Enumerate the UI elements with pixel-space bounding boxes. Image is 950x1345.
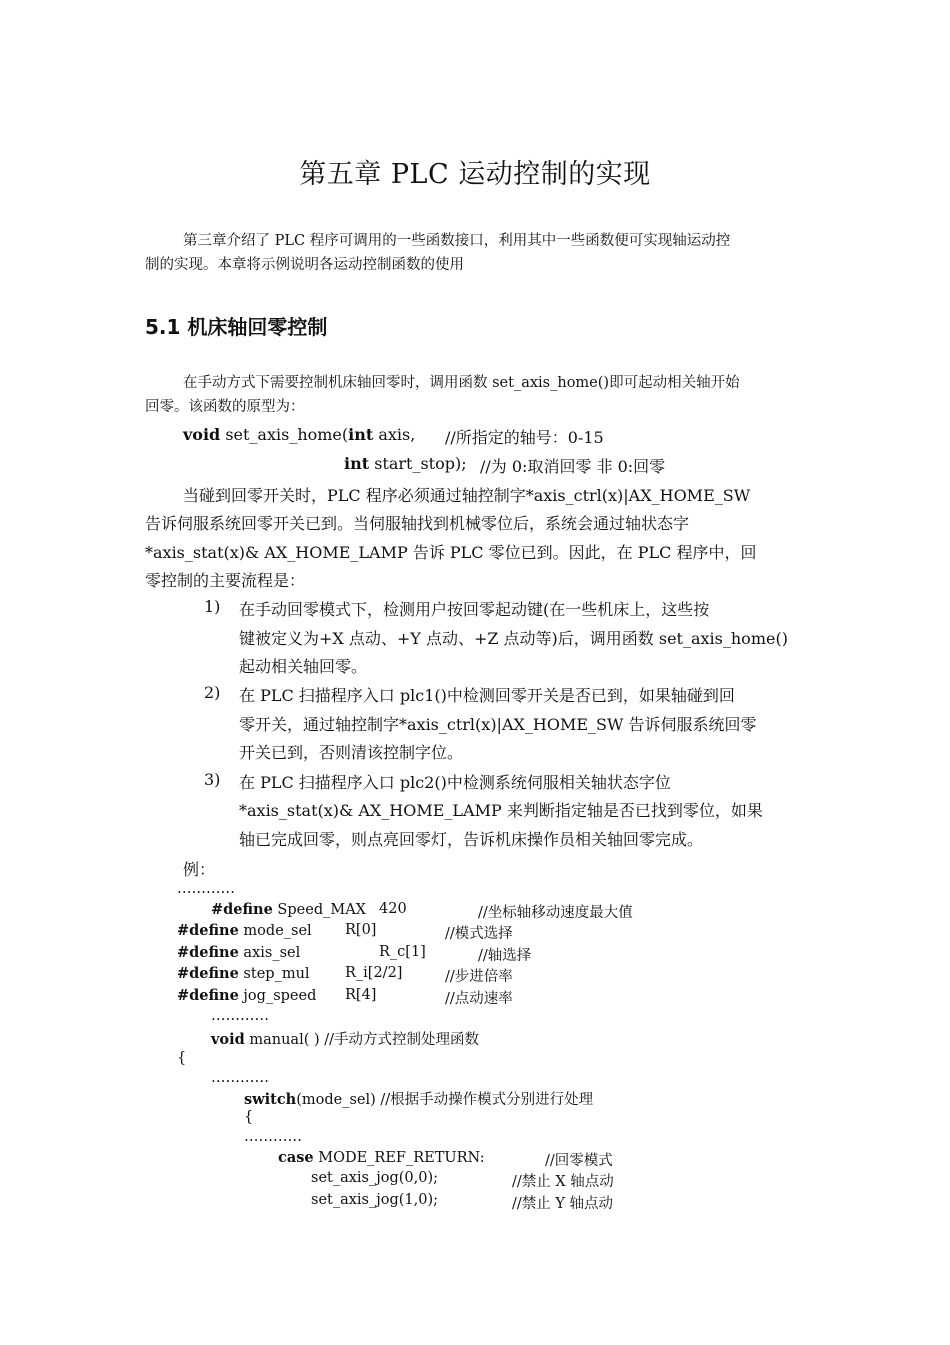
list-item-line: 起动相关轴回零。 <box>239 657 368 676</box>
paragraph-line: *axis_stat(x)& AX_HOME_LAMP 告诉 PLC 零位已到。因此，在 PLC 程序中，回 <box>145 543 757 562</box>
code-define: #define axis_sel <box>177 944 301 961</box>
code-comment: //模式选择 <box>445 926 513 942</box>
code-define: #define Speed_MAX <box>211 901 366 918</box>
code-comment: //回零模式 <box>545 1153 613 1169</box>
list-item-number: 3) <box>204 770 221 789</box>
code-define: #define jog_speed <box>177 987 317 1004</box>
list-item-line: *axis_stat(x)& AX_HOME_LAMP 来判断指定轴是否已找到零位，如果 <box>239 801 763 820</box>
list-item-line: 轴已完成回零，则点亮回零灯，告诉机床操作员相关轴回零完成。 <box>239 830 704 849</box>
keyword: int <box>344 454 370 473</box>
list-item-number: 1) <box>204 597 221 616</box>
list-item-line: 开关已到，否则清该控制字位。 <box>239 743 464 762</box>
paragraph-line: 告诉伺服系统回零开关已到。当伺服轴找到机械零位后，系统会通过轴状态字 <box>145 514 690 533</box>
keyword: void <box>183 425 221 444</box>
code-define: #define step_mul <box>177 965 310 982</box>
intro-paragraph <box>145 229 810 277</box>
code-ellipsis: ………… <box>244 1129 302 1145</box>
code-comment: //轴选择 <box>478 948 532 964</box>
list-item-line: 键被定义为+X 点动、+Y 点动、+Z 点动等)后，调用函数 set_axis_home() <box>239 629 788 648</box>
code-statement: set_axis_jog(1,0); <box>311 1192 439 1208</box>
list-item-line: 零开关，通过轴控制字*axis_ctrl(x)|AX_HOME_SW 告诉伺服系统回零 <box>239 715 757 734</box>
keyword: int <box>348 425 374 444</box>
intro-line: 第三章介绍了 PLC 程序可调用的一些函数接口，利用其中一些函数便可实现轴运动控 <box>183 233 731 249</box>
section-heading: 5.1 机床轴回零控制 <box>145 315 328 339</box>
code-function-signature: void manual( ) //手动方式控制处理函数 <box>211 1031 480 1048</box>
code-define-value: 420 <box>379 901 407 917</box>
prototype-line-2: int start_stop); <box>344 454 467 473</box>
code-ellipsis: ………… <box>211 1008 269 1024</box>
code-comment: //步进倍率 <box>445 969 513 985</box>
list-item-line: 在 PLC 扫描程序入口 plc2()中检测系统伺服相关轴状态字位 <box>239 773 671 792</box>
paragraph-line: 回零。该函数的原型为： <box>145 399 305 415</box>
prototype-comment-2: //为 0:取消回零 非 0:回零 <box>480 457 666 476</box>
code-ellipsis: ………… <box>177 881 235 897</box>
code-comment: //坐标轴移动速度最大值 <box>478 905 633 921</box>
example-label: 例： <box>183 860 216 879</box>
code-comment: //禁止 Y 轴点动 <box>512 1196 614 1212</box>
code-define-value: R_i[2/2] <box>345 965 403 981</box>
code-define-value: R[0] <box>345 922 377 938</box>
code-switch: switch(mode_sel) //根据手动操作模式分别进行处理 <box>244 1091 594 1108</box>
code-ellipsis: ………… <box>211 1070 269 1086</box>
code-comment: //点动速率 <box>445 991 513 1007</box>
code-define-value: R_c[1] <box>379 944 426 960</box>
code-brace: { <box>177 1050 187 1066</box>
code-comment: //禁止 X 轴点动 <box>512 1174 614 1190</box>
prototype-comment-1: //所指定的轴号：0-15 <box>445 428 604 447</box>
paragraph-line: 零控制的主要流程是： <box>145 571 306 590</box>
intro-line: 制的实现。本章将示例说明各运动控制函数的使用 <box>145 257 464 273</box>
paragraph-line: 当碰到回零开关时，PLC 程序必须通过轴控制字*axis_ctrl(x)|AX_HOME_SW <box>183 486 751 505</box>
code-brace: { <box>244 1109 254 1125</box>
list-item-line: 在手动回零模式下，检测用户按回零起动键(在一些机床上，这些按 <box>239 600 710 619</box>
paragraph-line: 在手动方式下需要控制机床轴回零时，调用函数 set_axis_home()即可起动相关轴开始 <box>183 375 740 391</box>
list-item-number: 2) <box>204 683 221 702</box>
code-define: #define mode_sel <box>177 922 312 939</box>
paragraph-intro-home <box>145 371 810 419</box>
code-define-value: R[4] <box>345 987 377 1003</box>
chapter-title: 第五章 PLC 运动控制的实现 <box>299 159 651 190</box>
code-case: case MODE_REF_RETURN: <box>278 1149 485 1166</box>
list-item-line: 在 PLC 扫描程序入口 plc1()中检测回零开关是否已到，如果轴碰到回 <box>239 686 735 705</box>
prototype-line-1: void set_axis_home(int axis, <box>183 425 416 444</box>
code-statement: set_axis_jog(0,0); <box>311 1170 439 1186</box>
